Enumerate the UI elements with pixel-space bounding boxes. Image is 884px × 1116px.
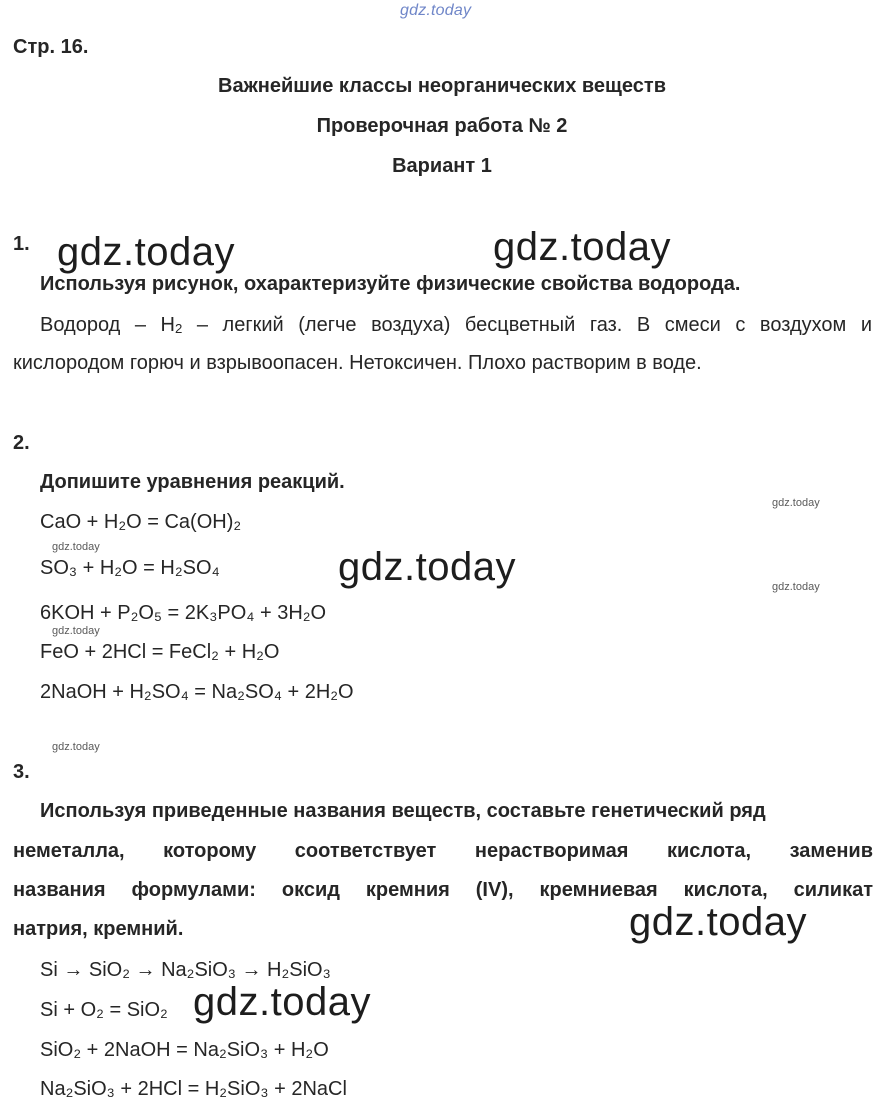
equation: Si + O₂ = SiO₂ [40,999,168,1021]
top-watermark: gdz.today [400,2,472,19]
task-3-question-line: Используя приведенные названия веществ, составьте генетический ряд [40,800,766,822]
page-label: Стр. 16. [13,36,89,58]
watermark-small: gdz.today [772,581,820,593]
watermark-large: gdz.today [629,900,807,944]
genetic-chain: Si → SiO₂ → Na₂SiO₃ → H₂SiO₃ [40,959,331,981]
watermark-large: gdz.today [493,225,671,269]
task-1-question: Используя рисунок, охарактеризуйте физические свойства водорода. [40,273,741,295]
equation: Na₂SiO₃ + 2HCl = H₂SiO₃ + 2NaCl [40,1078,347,1100]
equation: SiO₂ + 2NaOH = Na₂SiO₃ + H₂O [40,1039,329,1061]
watermark-small: gdz.today [52,625,100,637]
task-1-answer-line-1: Водород – $H_2$ – легкий (легче воздуха) бесцветный газ. В смеси с воздухом и [40,314,873,336]
equation: FeO + 2HCl = FeCl₂ + H₂O [40,641,280,663]
equation: SO₃ + H₂O = H₂SO₄ [40,557,220,579]
equation: 2NaOH + H₂SO₄ = Na₂SO₄ + 2H₂O [40,681,354,703]
equation: 6KOH + P₂O₅ = 2K₃PO₄ + 3H₂O [40,602,327,624]
task-3-number: 3. [13,761,30,783]
task-1-answer-line-2: кислородом горюч и взрывоопасен. Нетоксичен. Плохо растворим в воде. [13,352,702,374]
task-3-question-line: натрия, кремний. [13,918,184,940]
watermark-small: gdz.today [52,541,100,553]
page-title: Важнейшие классы неорганических веществ [218,75,666,97]
watermark-large: gdz.today [338,545,516,589]
task-1-number: 1. [13,233,30,255]
page-subtitle: Проверочная работа № 2 [316,115,568,137]
task-2-question: Допишите уравнения реакций. [40,471,345,493]
task-2-number: 2. [13,432,30,454]
watermark-small: gdz.today [52,741,100,753]
watermark-small: gdz.today [772,497,820,509]
watermark-large: gdz.today [57,230,235,274]
task-3-question-line: неметалла, которому соответствует нерастворимая кислота, заменив [13,840,873,862]
variant-label: Вариант 1 [392,155,492,177]
watermark-large: gdz.today [193,980,371,1024]
task-3-question-line: названия формулами: оксид кремния (IV), кремниевая кислота, силикат [13,879,873,901]
equation: CaO + H₂O = Ca(OH)₂ [40,511,242,533]
